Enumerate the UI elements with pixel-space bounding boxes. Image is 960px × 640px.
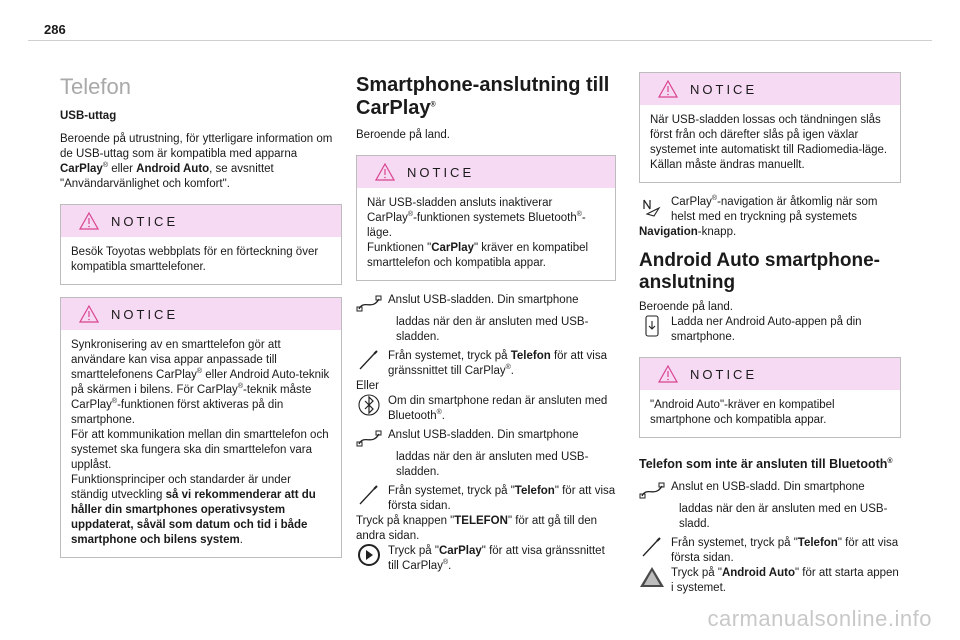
warning-triangle-icon xyxy=(658,80,678,98)
notice-title: NOTICE xyxy=(111,213,179,229)
notice-header xyxy=(640,73,900,105)
pen-icon xyxy=(356,349,382,371)
watermark: carmanualsonline.info xyxy=(707,606,932,631)
step-carplay: Tryck på "CarPlay" för att visa gränssnittet till CarPlay®. xyxy=(356,544,616,574)
android-intro: Beroende på land. xyxy=(639,301,733,313)
notice-text-usb: När USB-sladden ansluts inaktiverar CarPlay®-funktionen systemets Bluetooth®-läge. xyxy=(367,197,586,239)
notice-title: NOTICE xyxy=(407,164,475,180)
step-telefon-3: Från systemet, tryck på "Telefon" för att visa första sidan. xyxy=(639,536,901,566)
heading-usb: USB-uttag xyxy=(60,110,117,122)
step-usb-connect-2: Anslut USB-sladden. Din smartphone xyxy=(356,428,616,450)
step-android-auto: Tryck på "Android Auto" för att starta appen i systemet. xyxy=(639,566,901,596)
header-divider xyxy=(28,40,932,41)
pen-icon xyxy=(356,484,382,506)
phone-download-icon xyxy=(639,315,665,337)
notice-header xyxy=(357,156,615,188)
step-usb-connect-cont: laddas när den är ansluten med USB-sladden. xyxy=(396,316,589,343)
notice-title: NOTICE xyxy=(690,366,758,382)
step-telefon-button: Tryck på knappen "TELEFON" för att gå till den andra sidan. xyxy=(356,515,598,542)
notice-header xyxy=(640,358,900,390)
step-usb-connect-3-cont: laddas när den är ansluten med en USB-sladd. xyxy=(679,503,888,530)
usb-cable-icon xyxy=(356,293,382,315)
carplay-icon xyxy=(356,544,382,566)
notice-box-toyota xyxy=(60,204,342,285)
column-right xyxy=(639,58,901,596)
usb-paragraph: Beroende på utrustning, för ytterligare information om de USB-uttag som är kompatibla med apparna CarPlay® eller Android Auto, se avsnittet "Användarvänlighet och komfort". xyxy=(60,133,333,190)
usb-cable-icon xyxy=(639,480,665,502)
notice-text-standards: Funktionsprinciper och standarder är under ständig utveckling så vi rekommenderar att du håller din smartphones operativsystem uppdaterat, såväl som datum och tid i både smartphone och bilens system. xyxy=(71,474,316,546)
step-download-app: Ladda ner Android Auto-appen på din smartphone. xyxy=(639,315,901,345)
heading-android-auto: Android Auto smartphone-anslutning xyxy=(639,250,880,293)
notice-text: När USB-sladden lossas och tändningen slås först från och därefter slås på igen växlar systemet inte automatiskt till Radiomedia-läge. Källan måste ändras manuellt. xyxy=(650,114,888,171)
notice-box-unplug xyxy=(639,72,901,183)
notice-text: Besök Toyotas webbplats för en förteckning över kompatibla smarttelefoner. xyxy=(71,246,319,273)
warning-triangle-icon xyxy=(79,305,99,323)
step-bluetooth: Om din smartphone redan är ansluten med Bluetooth®. xyxy=(356,394,616,424)
bluetooth-icon xyxy=(356,394,382,416)
column-middle xyxy=(356,58,616,574)
notice-header xyxy=(61,298,341,330)
notice-text-unlock: För att kommunikation mellan din smarttelefon och systemet ska fungera ska din smarttelefon vara upplåst. xyxy=(71,429,329,471)
warning-triangle-icon xyxy=(658,365,678,383)
android-auto-icon xyxy=(639,566,665,588)
eller-label: Eller xyxy=(356,380,380,392)
notice-box-android xyxy=(639,357,901,438)
carplay-navigation: CarPlay®-navigation är åtkomlig när som helst med en tryckning på systemets xyxy=(639,195,901,225)
section-title-telefon: Telefon xyxy=(60,74,131,99)
notice-title: NOTICE xyxy=(690,81,758,97)
notice-text-function: Funktionen "CarPlay" kräver en kompatibel smarttelefon och kompatibla appar. xyxy=(367,242,589,269)
notice-title: NOTICE xyxy=(111,306,179,322)
step-telefon-2: Från systemet, tryck på "Telefon" för att visa första sidan. xyxy=(356,484,616,514)
notice-box-carplay xyxy=(356,155,616,281)
carplay-navigation-cont: Navigation-knapp. xyxy=(639,226,737,238)
pen-icon xyxy=(639,536,665,558)
carplay-intro: Beroende på land. xyxy=(356,129,450,141)
notice-text-sync: Synkronisering av en smarttelefon gör att användare kan visa appar anpassade till smarttelefonens CarPlay® eller Android Auto-teknik på skärmen i bilens. För CarPlay®-teknik måste CarPlay®-funktionen först aktiveras på din smartphone. xyxy=(71,339,330,426)
step-usb-connect-3: Anslut en USB-sladd. Din smartphone xyxy=(639,480,901,502)
step-telefon: Från systemet, tryck på Telefon för att visa gränssnittet till CarPlay®. xyxy=(356,349,616,379)
warning-triangle-icon xyxy=(375,163,395,181)
column-left xyxy=(60,58,342,570)
heading-carplay: Smartphone-anslutning till CarPlay® xyxy=(356,74,610,119)
usb-cable-icon xyxy=(356,428,382,450)
warning-triangle-icon xyxy=(79,212,99,230)
heading-no-bluetooth: Telefon som inte är ansluten till Bluetooth® xyxy=(639,457,893,471)
step-usb-connect: Anslut USB-sladden. Din smartphone xyxy=(356,293,616,315)
navigation-icon xyxy=(639,195,665,217)
notice-header xyxy=(61,205,341,237)
notice-text: "Android Auto"-kräver en kompatibel smartphone och kompatibla appar. xyxy=(650,399,835,426)
notice-box-sync xyxy=(60,297,342,558)
page-number: 286 xyxy=(44,22,66,37)
step-usb-connect-2-cont: laddas när den är ansluten med USB-sladden. xyxy=(396,451,589,478)
